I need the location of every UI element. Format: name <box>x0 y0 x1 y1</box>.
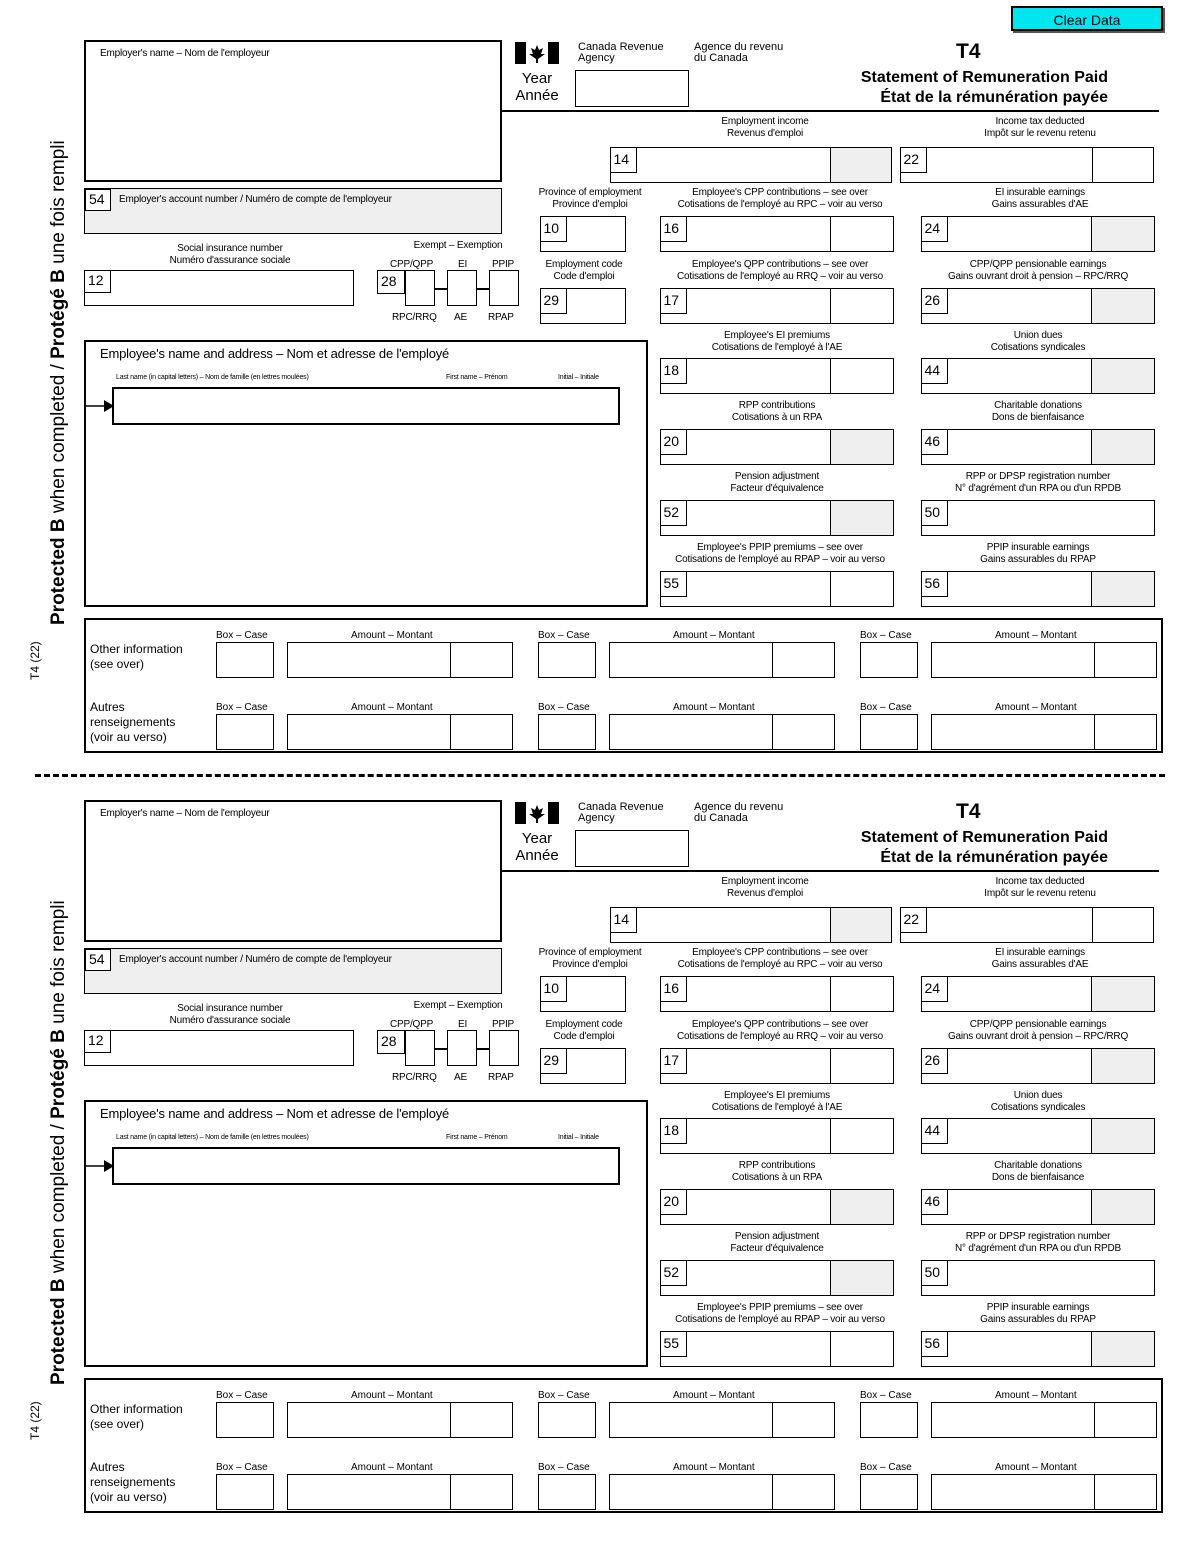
cents-cell <box>450 1403 511 1437</box>
cents-cell <box>830 217 893 251</box>
box-16-input[interactable] <box>660 216 894 252</box>
box-10-label: Province of employment Province d'emploi <box>538 947 642 970</box>
cents-cell <box>830 572 893 606</box>
connector <box>435 288 447 290</box>
box-52-label: Pension adjustment Facteur d'équivalence <box>730 471 824 494</box>
employee-name-input[interactable] <box>112 387 620 425</box>
exempt-rpc-label: RPC/RRQ <box>392 1072 437 1083</box>
cents-cell <box>1091 1049 1154 1083</box>
box-56-input[interactable] <box>921 571 1155 607</box>
employee-address-field[interactable] <box>84 1100 648 1367</box>
side-protected-text <box>28 50 78 690</box>
side-protected-text <box>28 810 78 1450</box>
box-20-label: RPP contributions Cotisations à un RPA <box>731 400 823 423</box>
first-name-label: First name – Prénom <box>446 374 508 381</box>
box-number: 22 <box>900 147 927 173</box>
other-box-code-input[interactable] <box>860 642 918 678</box>
exempt-rpc-label: RPC/RRQ <box>392 312 437 323</box>
other-amount-input[interactable] <box>931 714 1157 750</box>
box-17-input[interactable] <box>660 1048 894 1084</box>
last-name-label: Last name (in capital letters) – Nom de famille (en lettres moulées) <box>116 1134 309 1141</box>
cents-cell <box>830 977 893 1011</box>
box-17-label: Employee's QPP contributions – see over Cotisations de l'employé au RRQ – voir au verso <box>677 259 883 282</box>
year-input[interactable] <box>575 830 689 867</box>
other-box-code-input[interactable] <box>216 1474 274 1510</box>
box-number: 14 <box>610 907 637 933</box>
box-number: 22 <box>900 907 927 933</box>
agency-fr: Agence du revenu du Canada <box>694 801 784 824</box>
other-amount-input[interactable] <box>609 1402 835 1438</box>
form-title: Statement of Remuneration Paid État de la rémunération payée <box>860 829 1108 866</box>
box-number: 46 <box>921 1189 948 1215</box>
box-case-label: Box – Case <box>860 702 912 713</box>
form-version: T4 (22) <box>28 641 42 680</box>
exempt-ppip-checkbox[interactable] <box>489 270 519 306</box>
other-info-label-en: Other information (see over) <box>90 642 183 671</box>
box-number: 24 <box>921 976 948 1002</box>
box-56-label: PPIP insurable earnings Gains assurables du RPAP <box>980 542 1096 565</box>
box-number: 24 <box>921 216 948 242</box>
cents-cell <box>830 430 893 464</box>
amount-label: Amount – Montant <box>673 630 755 641</box>
exempt-rpap-label: RPAP <box>488 312 514 323</box>
exempt-ei-checkbox[interactable] <box>447 1030 477 1066</box>
box-14-label: Employment income Revenus d'emploi <box>721 116 809 139</box>
amount-label: Amount – Montant <box>351 1390 433 1401</box>
form-version: T4 (22) <box>28 1401 42 1440</box>
box-44-input[interactable] <box>921 358 1155 394</box>
box-number: 28 <box>377 1030 405 1054</box>
box-56-input[interactable] <box>921 1331 1155 1367</box>
box-54-label: Employer's account number / Numéro de compte de l'employeur <box>119 194 392 205</box>
other-information-section <box>84 1378 1163 1513</box>
box-number: 16 <box>660 216 687 242</box>
connector <box>435 1048 447 1050</box>
other-box-code-input[interactable] <box>216 714 274 750</box>
other-amount-input[interactable] <box>287 1474 513 1510</box>
cents-cell <box>1091 430 1154 464</box>
employer-name-field[interactable] <box>84 40 502 182</box>
box-number: 52 <box>660 1260 687 1286</box>
box-24-label: EI insurable earnings Gains assurables d'AE <box>991 947 1089 970</box>
other-box-code-input[interactable] <box>538 1402 596 1438</box>
box-29-label: Employment code Code d'emploi <box>545 259 623 282</box>
box-22-label: Income tax deducted Impôt sur le revenu retenu <box>984 876 1096 899</box>
other-amount-input[interactable] <box>609 1474 835 1510</box>
header-rule <box>502 110 1159 112</box>
exempt-ae-label: AE <box>454 312 467 323</box>
amount-label: Amount – Montant <box>673 1390 755 1401</box>
box-number: 12 <box>85 1031 111 1053</box>
box-22-label: Income tax deducted Impôt sur le revenu retenu <box>984 116 1096 139</box>
box-46-label: Charitable donations Dons de bienfaisance <box>991 400 1085 423</box>
box-14-label: Employment income Revenus d'emploi <box>721 876 809 899</box>
initial-label: Initial – Initiale <box>558 1134 599 1141</box>
cents-cell <box>1091 217 1154 251</box>
other-amount-input[interactable] <box>931 1474 1157 1510</box>
cents-cell <box>830 1119 893 1153</box>
box-22-input[interactable] <box>900 147 1154 183</box>
cents-cell <box>772 643 833 677</box>
exempt-label: Exempt – Exemption <box>413 1000 503 1011</box>
box-number: 55 <box>660 571 687 597</box>
other-box-code-input[interactable] <box>216 642 274 678</box>
box-17-input[interactable] <box>660 288 894 324</box>
exempt-cpp-label: CPP/QPP <box>390 259 434 270</box>
cents-cell <box>1092 148 1153 182</box>
cents-cell <box>450 1475 511 1509</box>
box-number: 20 <box>660 1189 687 1215</box>
box-number: 55 <box>660 1331 687 1357</box>
connector <box>477 288 489 290</box>
box-18-input[interactable] <box>660 358 894 394</box>
box-case-label: Box – Case <box>216 702 268 713</box>
employer-name-label: Employer's name – Nom de l'employeur <box>100 48 270 59</box>
cents-cell <box>1091 1119 1154 1153</box>
arrow-right-icon <box>86 1158 114 1174</box>
cents-cell <box>830 289 893 323</box>
arrow-right-icon <box>86 398 114 414</box>
cents-cell <box>772 1475 833 1509</box>
amount-label: Amount – Montant <box>995 1462 1077 1473</box>
box-55-label: Employee's PPIP premiums – see over Cotisations de l'employé au RPAP – voir au verso <box>675 542 885 565</box>
cents-cell <box>1091 1332 1154 1366</box>
other-amount-input[interactable] <box>287 642 513 678</box>
box-number: 10 <box>540 976 567 1002</box>
clear-data-button[interactable]: Clear Data <box>1011 6 1163 31</box>
box-number: 17 <box>660 1048 687 1074</box>
box-number: 20 <box>660 429 687 455</box>
box-50-input[interactable] <box>921 1260 1155 1296</box>
connector <box>477 1048 489 1050</box>
exempt-ei-label: EI <box>458 1019 468 1030</box>
agency-fr: Agence du revenu du Canada <box>694 41 784 64</box>
last-name-label: Last name (in capital letters) – Nom de famille (en lettres moulées) <box>116 374 309 381</box>
cents-cell <box>830 148 891 182</box>
other-information-section <box>84 618 1163 753</box>
box-44-input[interactable] <box>921 1118 1155 1154</box>
box-50-input[interactable] <box>921 500 1155 536</box>
box-case-label: Box – Case <box>860 1390 912 1401</box>
t4-slip <box>0 0 1200 744</box>
cents-cell <box>450 643 511 677</box>
box-number: 10 <box>540 216 567 242</box>
other-info-label-en: Other information (see over) <box>90 1402 183 1431</box>
other-amount-input[interactable] <box>287 714 513 750</box>
box-26-input[interactable] <box>921 1048 1155 1084</box>
cents-cell <box>1092 908 1153 942</box>
box-18-label: Employee's EI premiums Cotisations de l'employé à l'AE <box>711 330 843 353</box>
box-10-label: Province of employment Province d'emploi <box>538 187 642 210</box>
box-number: 18 <box>660 1118 687 1144</box>
box-number: 17 <box>660 288 687 314</box>
year-label: Year Année <box>515 830 559 864</box>
employer-name-label: Employer's name – Nom de l'employeur <box>100 808 270 819</box>
other-box-code-input[interactable] <box>860 1474 918 1510</box>
box-52-input[interactable] <box>660 1260 894 1296</box>
canada-flag-icon <box>515 802 559 824</box>
box-46-label: Charitable donations Dons de bienfaisance <box>991 1160 1085 1183</box>
canada-flag-icon <box>515 42 559 64</box>
cents-cell <box>1094 1475 1155 1509</box>
box-number: 50 <box>921 1260 948 1286</box>
box-10-input[interactable] <box>540 976 626 1012</box>
box-number: 44 <box>921 358 948 384</box>
initial-label: Initial – Initiale <box>558 374 599 381</box>
form-title: Statement of Remuneration Paid État de la rémunération payée <box>860 69 1108 106</box>
amount-label: Amount – Montant <box>351 702 433 713</box>
amount-label: Amount – Montant <box>673 1462 755 1473</box>
exempt-ppip-label: PPIP <box>492 1019 514 1030</box>
box-number: 18 <box>660 358 687 384</box>
cents-cell <box>772 1403 833 1437</box>
box-number: 52 <box>660 500 687 526</box>
box-55-label: Employee's PPIP premiums – see over Cotisations de l'employé au RPAP – voir au verso <box>675 1302 885 1325</box>
cents-cell <box>830 1049 893 1083</box>
header-rule <box>502 870 1159 872</box>
other-info-label-fr: Autres renseignements (voir au verso) <box>90 1460 176 1504</box>
box-18-input[interactable] <box>660 1118 894 1154</box>
year-input[interactable] <box>575 70 689 107</box>
box-16-input[interactable] <box>660 976 894 1012</box>
box-number: 56 <box>921 1331 948 1357</box>
exempt-cpp-label: CPP/QPP <box>390 1019 434 1030</box>
box-10-input[interactable] <box>540 216 626 252</box>
employee-name-label: Employee's name and address – Nom et adresse de l'employé <box>100 346 450 361</box>
amount-label: Amount – Montant <box>995 630 1077 641</box>
box-44-label: Union dues Cotisations syndicales <box>990 1090 1086 1113</box>
box-16-label: Employee's CPP contributions – see over Cotisations de l'employé au RPC – voir au verso <box>677 187 883 210</box>
employee-name-input[interactable] <box>112 1147 620 1185</box>
box-26-label: CPP/QPP pensionable earnings Gains ouvrant droit à pension – RPC/RRQ <box>947 259 1129 282</box>
cents-cell <box>1094 715 1155 749</box>
box-14-input[interactable] <box>610 907 892 943</box>
box-22-input[interactable] <box>900 907 1154 943</box>
exempt-ppip-checkbox[interactable] <box>489 1030 519 1066</box>
amount-label: Amount – Montant <box>995 1390 1077 1401</box>
exempt-ei-checkbox[interactable] <box>447 270 477 306</box>
box-number: 16 <box>660 976 687 1002</box>
box-number: 54 <box>85 949 111 971</box>
sin-input[interactable] <box>84 1030 354 1066</box>
cents-cell <box>830 501 893 535</box>
amount-label: Amount – Montant <box>673 702 755 713</box>
other-amount-input[interactable] <box>609 714 835 750</box>
box-number: 46 <box>921 429 948 455</box>
cents-cell <box>1091 977 1154 1011</box>
box-14-input[interactable] <box>610 147 892 183</box>
box-56-label: PPIP insurable earnings Gains assurables du RPAP <box>980 1302 1096 1325</box>
amount-label: Amount – Montant <box>995 702 1077 713</box>
box-number: 29 <box>540 1048 567 1074</box>
protected-b-notice: Protected B when completed / Protégé B une fois rempli <box>48 140 69 625</box>
amount-label: Amount – Montant <box>351 630 433 641</box>
box-case-label: Box – Case <box>860 630 912 641</box>
box-50-label: RPP or DPSP registration number N° d'agrément d'un RPA ou d'un RPDB <box>955 471 1121 494</box>
box-29-input[interactable] <box>540 288 626 324</box>
box-case-label: Box – Case <box>860 1462 912 1473</box>
sin-input[interactable] <box>84 270 354 306</box>
box-54-field[interactable] <box>84 188 502 234</box>
box-26-input[interactable] <box>921 288 1155 324</box>
form-code: T4 <box>956 800 981 823</box>
box-24-label: EI insurable earnings Gains assurables d'AE <box>991 187 1089 210</box>
sin-label: Social insurance number Numéro d'assurance sociale <box>169 243 291 266</box>
box-54-label: Employer's account number / Numéro de compte de l'employeur <box>119 954 392 965</box>
box-55-input[interactable] <box>660 571 894 607</box>
sin-label: Social insurance number Numéro d'assurance sociale <box>169 1003 291 1026</box>
other-box-code-input[interactable] <box>860 1402 918 1438</box>
agency-en: Canada Revenue Agency <box>578 801 664 824</box>
box-number: 54 <box>85 189 111 211</box>
box-17-label: Employee's QPP contributions – see over Cotisations de l'employé au RRQ – voir au verso <box>677 1019 883 1042</box>
other-amount-input[interactable] <box>287 1402 513 1438</box>
box-46-input[interactable] <box>921 429 1155 465</box>
box-20-label: RPP contributions Cotisations à un RPA <box>731 1160 823 1183</box>
exempt-rpap-label: RPAP <box>488 1072 514 1083</box>
exempt-cpp-checkbox[interactable] <box>405 1030 435 1066</box>
cents-cell <box>1094 1403 1155 1437</box>
other-box-code-input[interactable] <box>538 1474 596 1510</box>
box-29-input[interactable] <box>540 1048 626 1084</box>
cents-cell <box>1091 1190 1154 1224</box>
cents-cell <box>1091 289 1154 323</box>
box-number: 12 <box>85 271 111 293</box>
box-26-label: CPP/QPP pensionable earnings Gains ouvrant droit à pension – RPC/RRQ <box>947 1019 1129 1042</box>
box-number: 29 <box>540 288 567 314</box>
other-box-code-input[interactable] <box>538 714 596 750</box>
other-box-code-input[interactable] <box>216 1402 274 1438</box>
exempt-ae-label: AE <box>454 1072 467 1083</box>
box-24-input[interactable] <box>921 216 1155 252</box>
t4-slip <box>0 760 1200 1504</box>
cents-cell <box>830 359 893 393</box>
exempt-label: Exempt – Exemption <box>413 240 503 251</box>
other-box-code-input[interactable] <box>860 714 918 750</box>
box-case-label: Box – Case <box>538 702 590 713</box>
first-name-label: First name – Prénom <box>446 1134 508 1141</box>
box-case-label: Box – Case <box>216 1390 268 1401</box>
cents-cell <box>1091 359 1154 393</box>
protected-b-notice: Protected B when completed / Protégé B une fois rempli <box>48 900 69 1385</box>
box-number: 26 <box>921 288 948 314</box>
box-16-label: Employee's CPP contributions – see over Cotisations de l'employé au RPC – voir au verso <box>677 947 883 970</box>
cents-cell <box>830 1332 893 1366</box>
box-46-input[interactable] <box>921 1189 1155 1225</box>
cents-cell <box>450 715 511 749</box>
cents-cell <box>1094 643 1155 677</box>
box-number: 14 <box>610 147 637 173</box>
year-label: Year Année <box>515 70 559 104</box>
box-case-label: Box – Case <box>538 630 590 641</box>
box-case-label: Box – Case <box>538 1390 590 1401</box>
box-case-label: Box – Case <box>216 1462 268 1473</box>
employer-name-field[interactable] <box>84 800 502 942</box>
box-52-label: Pension adjustment Facteur d'équivalence <box>730 1231 824 1254</box>
box-55-input[interactable] <box>660 1331 894 1367</box>
other-amount-input[interactable] <box>931 1402 1157 1438</box>
box-50-label: RPP or DPSP registration number N° d'agrément d'un RPA ou d'un RPDB <box>955 1231 1121 1254</box>
cents-cell <box>830 1190 893 1224</box>
other-amount-input[interactable] <box>931 642 1157 678</box>
box-20-input[interactable] <box>660 1189 894 1225</box>
box-29-label: Employment code Code d'emploi <box>545 1019 623 1042</box>
box-case-label: Box – Case <box>216 630 268 641</box>
box-44-label: Union dues Cotisations syndicales <box>990 330 1086 353</box>
exempt-cpp-checkbox[interactable] <box>405 270 435 306</box>
employee-address-field[interactable] <box>84 340 648 607</box>
agency-en: Canada Revenue Agency <box>578 41 664 64</box>
box-number: 50 <box>921 500 948 526</box>
box-18-label: Employee's EI premiums Cotisations de l'employé à l'AE <box>711 1090 843 1113</box>
box-case-label: Box – Case <box>538 1462 590 1473</box>
box-20-input[interactable] <box>660 429 894 465</box>
cents-cell <box>830 1261 893 1295</box>
box-number: 44 <box>921 1118 948 1144</box>
employee-name-label: Employee's name and address – Nom et adresse de l'employé <box>100 1106 450 1121</box>
cents-cell <box>772 715 833 749</box>
cents-cell <box>1091 572 1154 606</box>
exempt-ei-label: EI <box>458 259 468 270</box>
box-number: 56 <box>921 571 948 597</box>
box-24-input[interactable] <box>921 976 1155 1012</box>
exempt-ppip-label: PPIP <box>492 259 514 270</box>
amount-label: Amount – Montant <box>351 1462 433 1473</box>
box-number: 28 <box>377 270 405 294</box>
other-amount-input[interactable] <box>609 642 835 678</box>
box-number: 26 <box>921 1048 948 1074</box>
cents-cell <box>830 908 891 942</box>
other-box-code-input[interactable] <box>538 642 596 678</box>
box-52-input[interactable] <box>660 500 894 536</box>
form-code: T4 <box>956 40 981 63</box>
box-54-field[interactable] <box>84 948 502 994</box>
other-info-label-fr: Autres renseignements (voir au verso) <box>90 700 176 744</box>
